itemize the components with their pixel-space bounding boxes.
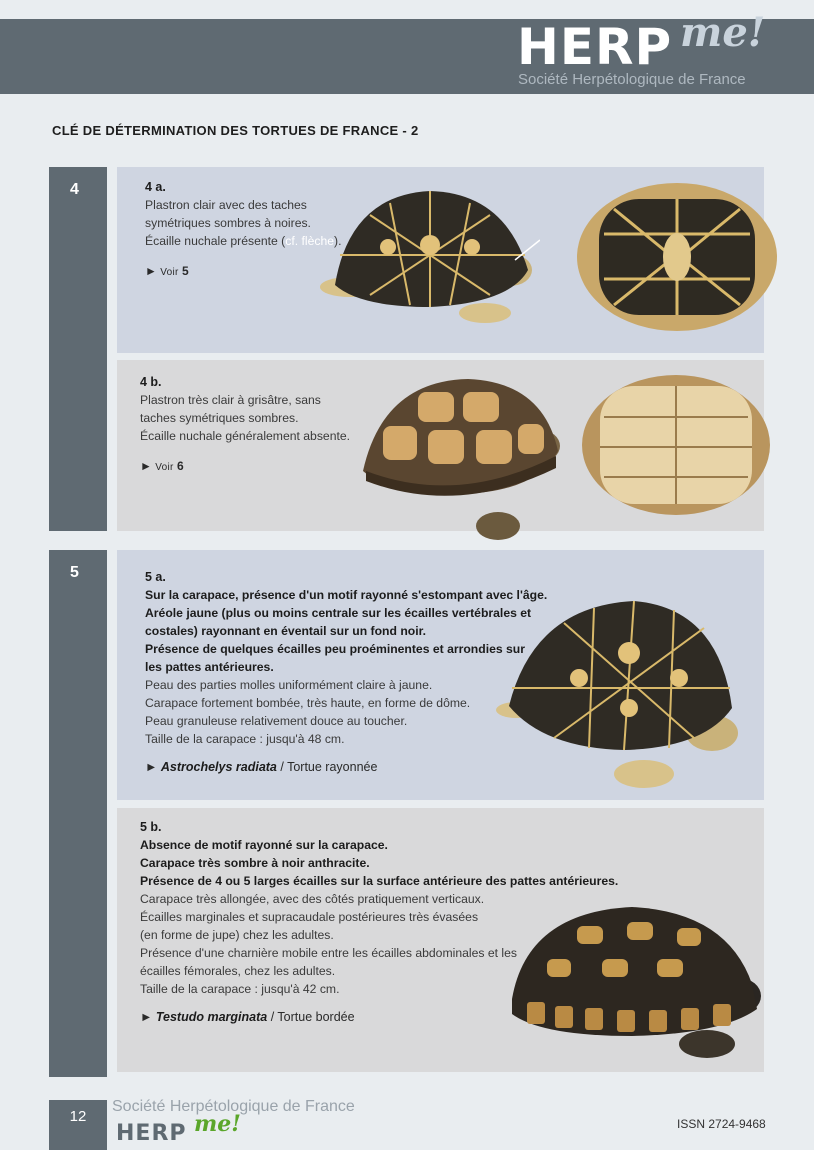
text-line: Présence d'une charnière mobile entre les écailles abdominales et les (140, 946, 517, 960)
key-trait-line: Absence de motif rayonné sur la carapace. (140, 838, 388, 852)
species-scientific-name: Astrochelys radiata (160, 760, 277, 774)
text-line: Écaille nuchale généralement absente. (140, 429, 351, 443)
species-result: ► Testudo marginata / Tortue bordée (140, 1010, 355, 1024)
see-next-link[interactable]: ► Voir 6 (140, 459, 184, 473)
key-trait-line: costales) rayonnant en éventail sur un fond noir. (145, 624, 427, 638)
species-scientific-name: Testudo marginata (155, 1010, 268, 1024)
text-line: Taille de la carapace : jusqu'à 48 cm. (145, 732, 345, 746)
panel-5b (117, 808, 764, 1072)
text-line: taches symétriques sombres. (140, 411, 299, 425)
radiated-tortoise-plastron-photo (574, 179, 780, 335)
footer-herpme-logo: HERP (116, 1121, 187, 1146)
text-line: Peau des parties molles uniformément claire à jaune. (145, 678, 433, 692)
key-trait-line: les pattes antérieures. (145, 660, 274, 674)
text-line: Plastron très clair à grisâtre, sans (140, 393, 321, 407)
text-line: Plastron clair avec des taches (145, 198, 307, 212)
text-line: Carapace très allongée, avec des côtés pratiquement verticaux. (140, 892, 485, 906)
page-title: CLÉ DE DÉTERMINATION DES TORTUES DE FRANCE - 2 (52, 123, 419, 138)
text-line: (en forme de jupe) chez les adultes. (140, 928, 334, 942)
testudo-marginata-photo (507, 904, 763, 1068)
footer-society-name: Société Herpétologique de France (112, 1098, 355, 1115)
text-line: Écaille nuchale présente (cf. flèche). (145, 234, 342, 248)
section-5-bar (49, 550, 107, 1077)
footer-page-box (49, 1100, 107, 1150)
key-trait-line: Sur la carapace, présence d'un motif rayonné s'estompant avec l'âge. (145, 588, 548, 602)
header-society-name: Société Herpétologique de France (518, 71, 746, 88)
key-trait-line: Carapace très sombre à noir anthracite. (140, 856, 370, 870)
text-line: symétriques sombres à noires. (145, 216, 311, 230)
section-number: 4 (70, 181, 79, 198)
see-next-link[interactable]: ► Voir 5 (145, 264, 189, 278)
entry-title: 4 b. (140, 375, 162, 389)
text-line: Taille de la carapace : jusqu'à 42 cm. (140, 982, 340, 996)
text-line: Carapace fortement bombée, très haute, en forme de dôme. (145, 696, 471, 710)
text-line: écailles fémorales, chez les adultes. (140, 964, 336, 978)
page-header (0, 9, 814, 94)
key-trait-line: Présence de quelques écailles peu proéminentes et arrondies sur (145, 642, 525, 656)
arrow-reference: cf. flèche (285, 234, 335, 248)
panel-4a (117, 167, 764, 353)
entry-title: 5 b. (140, 820, 162, 834)
key-trait-line: Aréole jaune (plus ou moins centrale sur les écailles vertébrales et (145, 606, 532, 620)
species-common-name: / Tortue bordée (267, 1010, 355, 1024)
pale-tortoise-plastron-photo (580, 372, 772, 518)
text-4b (140, 373, 380, 477)
herpme-logo: HERP (517, 18, 673, 76)
section-4-bar (49, 167, 107, 531)
section-number: 5 (70, 564, 79, 581)
radiated-tortoise-side-photo (310, 185, 540, 333)
key-trait-line: Présence de 4 ou 5 larges écailles sur la surface antérieure des pattes antérieures. (140, 874, 619, 888)
pale-tortoise-side-photo (358, 376, 564, 541)
panel-5a (117, 550, 764, 800)
page-number: 12 (69, 1108, 87, 1125)
footer-herpme-logo-accent: me! (194, 1111, 241, 1137)
issn-number: ISSN 2724-9468 (677, 1117, 766, 1131)
entry-title: 4 a. (145, 180, 166, 194)
entry-title: 5 a. (145, 570, 166, 584)
species-result: ► Astrochelys radiata / Tortue rayonnée (145, 760, 378, 774)
herpme-logo-accent: me! (680, 9, 766, 56)
astrochelys-radiata-photo (494, 598, 744, 794)
text-line: Écailles marginales et supracaudale postérieures très évasées (140, 910, 479, 924)
text-line: Peau granuleuse relativement douce au toucher. (145, 714, 408, 728)
species-common-name: / Tortue rayonnée (276, 760, 378, 774)
panel-4b (117, 360, 764, 531)
